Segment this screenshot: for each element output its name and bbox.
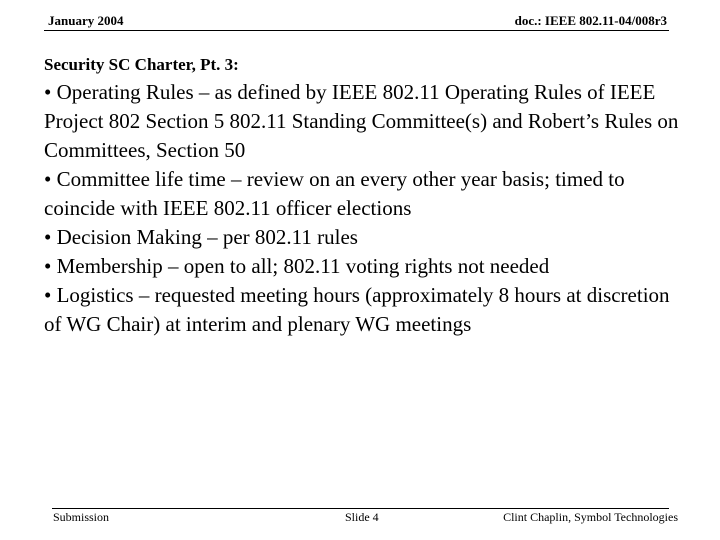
- header-doc-id: doc.: IEEE 802.11-04/008r3: [514, 13, 667, 28]
- bullet-committee-life-time: • Committee life time – review on an every other year basis; timed to coincide with IEEE 802.11 officer elections: [44, 167, 625, 220]
- footer-submission: Submission: [53, 510, 110, 524]
- header-date: January 2004: [48, 13, 124, 28]
- header-divider: [44, 30, 669, 31]
- footer-slide-number: Slide 4: [345, 510, 379, 524]
- bullet-operating-rules: • Operating Rules – as defined by IEEE 802.11 Operating Rules of IEEE Project 802 Section 5 802.11 Standing Committee(s) and Robert’s Rules on Committees, Section 50: [44, 80, 679, 162]
- bullet-decision-making: • Decision Making – per 802.11 rules: [44, 225, 358, 249]
- footer-divider: [52, 508, 669, 509]
- footer-author: Clint Chaplin, Symbol Technologies: [503, 510, 678, 524]
- bullet-membership: • Membership – open to all; 802.11 voting rights not needed: [44, 254, 550, 278]
- bullet-list: [44, 78, 684, 339]
- slide-title: Security SC Charter, Pt. 3:: [44, 55, 239, 74]
- bullet-logistics: • Logistics – requested meeting hours (approximately 8 hours at discretion of WG Chair) at interim and plenary WG meetings: [44, 283, 670, 336]
